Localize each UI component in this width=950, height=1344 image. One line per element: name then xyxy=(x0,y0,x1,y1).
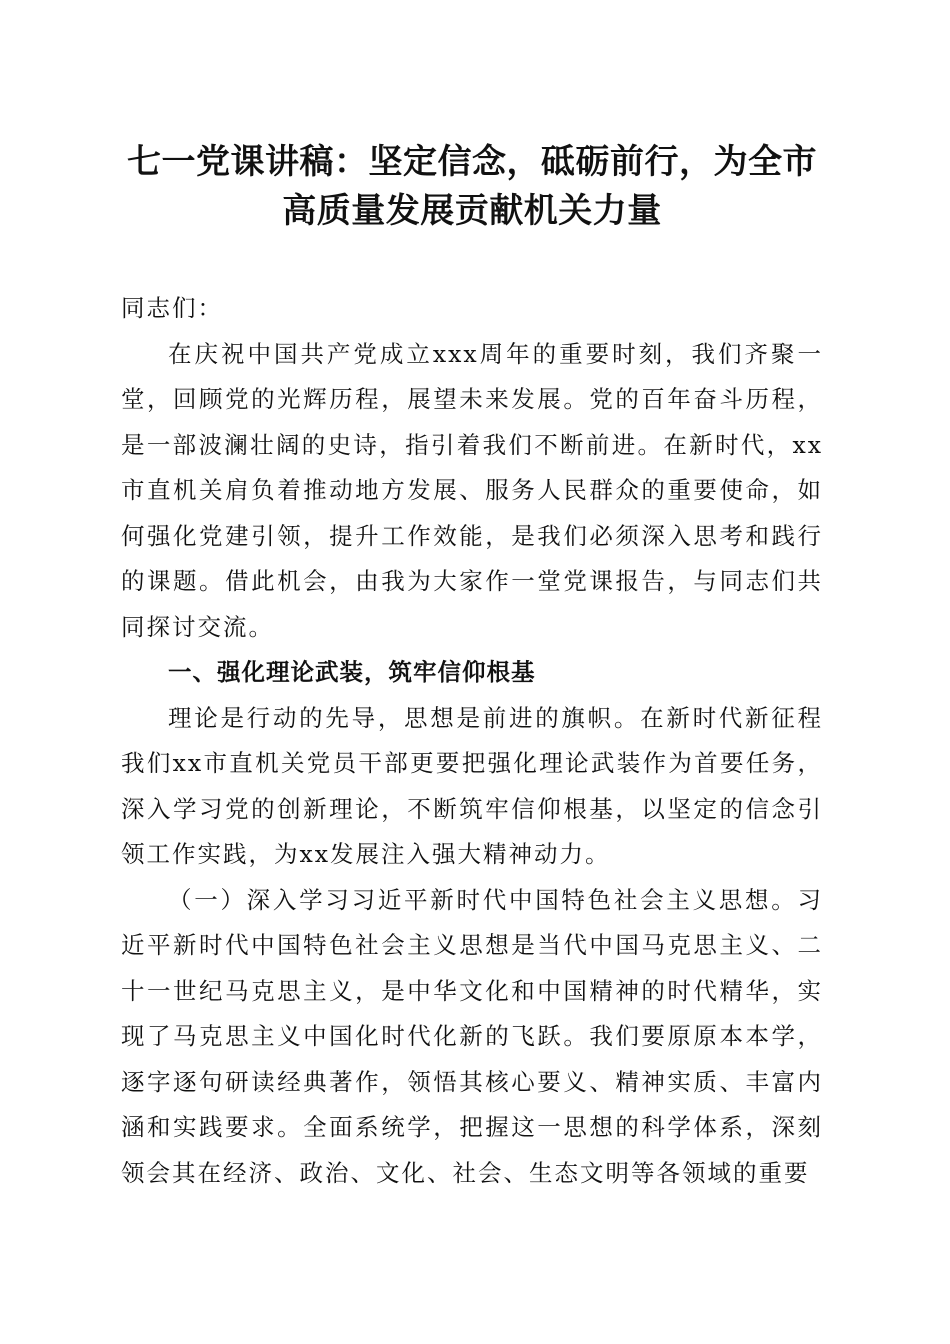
section-1-paragraph: 理论是行动的先导，思想是前进的旗帜。在新时代新征程我们xx市直机关党员干部更要把强化理论武装作为首要任务，深入学习党的创新理论，不断筑牢信仰根基，以坚定的信念引领工作实践，为xx发展注入强大精神动力。 xyxy=(121,703,823,868)
document-title xyxy=(121,138,823,236)
intro-paragraph: 在庆祝中国共产党成立xxx周年的重要时刻，我们齐聚一堂，回顾党的光辉历程，展望未来发展。党的百年奋斗历程，是一部波澜壮阔的史诗，指引着我们不断前进。在新时代，xx市直机关肩负着推动地方发展、服务人民群众的重要使命，如何强化党建引领，提升工作效能，是我们必须深入思考和践行的课题。借此机会，由我为大家作一堂党课报告，与同志们共同探讨交流。 xyxy=(121,339,823,641)
title-line-2: 高质量发展贡献机关力量 xyxy=(282,191,662,231)
subsection-1-lead: （一）深入学习习近平新时代中国特色社会主义思想。 xyxy=(168,885,798,914)
subsection-1-text: 习近平新时代中国特色社会主义思想是当代中国马克思主义、二十一世纪马克思主义，是中华文化和中国精神的时代精华，实现了马克思主义中国化时代化新的飞跃。我们要原原本本学，逐字逐句研读经典著作，领悟其核心要义、精神实质、丰富内涵和实践要求。全面系统学，把握这一思想的科学体系，深刻领会其在经济、政治、文化、社会、生态文明等各领域的重要 xyxy=(121,885,823,1187)
salutation: 同志们： xyxy=(121,294,223,322)
section-1-heading: 一、强化理论武装，筑牢信仰根基 xyxy=(168,658,536,686)
title-line-1: 七一党课讲稿：坚定信念，砥砺前行，为全市 xyxy=(127,142,817,182)
document-page xyxy=(121,138,823,1196)
subsection-1-paragraph xyxy=(121,878,823,1197)
